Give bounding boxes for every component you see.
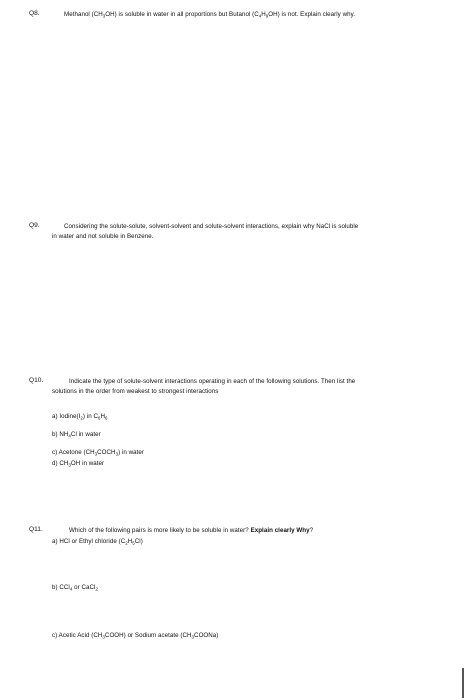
question-9-number: Q9.: [29, 222, 40, 229]
question-11-line-1: Which of the following pairs is more likely to be soluble in water? Explain clearly Why?: [69, 527, 314, 534]
question-11-option-b: b) CCl$_4$ or CaCl$_2$: [52, 584, 98, 592]
question-10-option-c: c) Acetone $(CH_3COCH_3)$ in water: [52, 449, 145, 457]
question-10-number: Q10.: [29, 377, 44, 384]
question-8-text: Methanol $(CH_3OH)$ is soluble in water in all proportions but Butanol $(C_4H_9OH)$ is not. Explain clearly why.: [64, 11, 356, 19]
question-10-option-a: a) $Iodine(I_2)$ in $C_6H_6$: [52, 413, 108, 421]
question-11-option-c: c) Acetic Acid $(CH_3COOH)$ or Sodium acetate $(CH_3COONa)$: [52, 632, 219, 640]
question-10-option-d: d) $CH_3OH$ in water: [52, 460, 105, 468]
question-11-number: Q11.: [29, 526, 43, 533]
question-10-line-1: Indicate the type of solute-solvent interactions operating in each of the following solutions. Then list the: [69, 378, 356, 385]
vertical-scrollbar[interactable]: [462, 668, 464, 698]
question-10-option-b: b) $NH_4Cl$ in water: [52, 431, 101, 439]
question-10-line-2: solutions in the order from weakest to strongest interactions: [52, 388, 219, 395]
question-8-number: Q8.: [29, 10, 40, 17]
question-9-line-1: Considering the solute-solute, solvent-solvent and solute-solvent interactions, explain why NaCl is soluble: [64, 223, 359, 230]
question-9-line-2: in water and not soluble in Benzene.: [52, 233, 154, 240]
question-11-option-a: a) HCl or Ethyl chloride $(C_2H_5Cl)$: [52, 538, 143, 546]
